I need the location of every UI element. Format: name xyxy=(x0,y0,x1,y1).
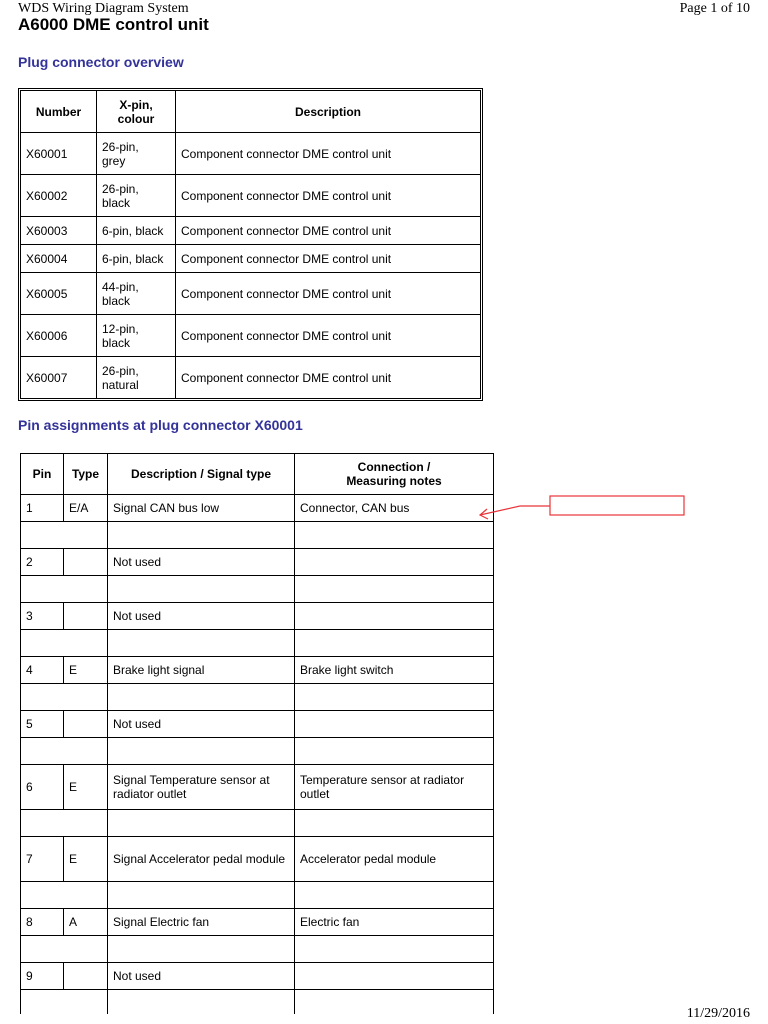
connector-pin-colour: 26-pin, natural xyxy=(97,357,176,399)
spacer-cell xyxy=(108,810,295,837)
print-date: 11/29/2016 xyxy=(686,1006,750,1021)
connector-description: Component connector DME control unit xyxy=(176,273,481,315)
table-row xyxy=(21,603,494,630)
connector-number: X60007 xyxy=(21,357,97,399)
pin-assignments-heading: Pin assignments at plug connector X60001 xyxy=(18,417,303,433)
pin-type: E xyxy=(64,837,108,882)
spacer-cell xyxy=(108,684,295,711)
connector-description: Component connector DME control unit xyxy=(176,175,481,217)
connector-description: Component connector DME control unit xyxy=(176,217,481,245)
overview-heading: Plug connector overview xyxy=(18,54,184,70)
connector-description: Component connector DME control unit xyxy=(176,315,481,357)
connector-number: X60002 xyxy=(21,175,97,217)
pin-connection: Temperature sensor at radiator outlet xyxy=(295,765,494,810)
spacer-cell xyxy=(295,576,494,603)
pin-assignment-table xyxy=(20,453,494,1014)
table-row xyxy=(21,357,481,399)
connector-number: X60006 xyxy=(21,315,97,357)
pin-type: E xyxy=(64,765,108,810)
spacer-cell xyxy=(295,936,494,963)
pin-signal: Signal Electric fan xyxy=(108,909,295,936)
spacer-cell xyxy=(108,936,295,963)
pin-connection xyxy=(295,603,494,630)
spacer-row xyxy=(21,936,494,963)
connector-pin-colour: 44-pin, black xyxy=(97,273,176,315)
table-row xyxy=(21,711,494,738)
spacer-cell xyxy=(21,684,108,711)
column-header-connection: Connection / Measuring notes xyxy=(295,454,494,495)
pin-signal: Signal Accelerator pedal module xyxy=(108,837,295,882)
column-header-number: Number xyxy=(21,91,97,133)
pin-connection xyxy=(295,711,494,738)
pin-type xyxy=(64,711,108,738)
pin-type: E xyxy=(64,657,108,684)
spacer-cell xyxy=(295,990,494,1014)
pin-number: 2 xyxy=(21,549,64,576)
spacer-row xyxy=(21,684,494,711)
pin-number: 6 xyxy=(21,765,64,810)
spacer-cell xyxy=(295,738,494,765)
annotation-box xyxy=(550,496,684,515)
table-row xyxy=(21,133,481,175)
pin-number: 4 xyxy=(21,657,64,684)
spacer-row xyxy=(21,990,494,1014)
table-row xyxy=(21,963,494,990)
pin-signal: Not used xyxy=(108,711,295,738)
spacer-cell xyxy=(295,810,494,837)
pin-type: E/A xyxy=(64,495,108,522)
pin-signal: Brake light signal xyxy=(108,657,295,684)
connector-pin-colour: 26-pin, grey xyxy=(97,133,176,175)
column-header-signal: Description / Signal type xyxy=(108,454,295,495)
column-header-xpin: X-pin, colour xyxy=(97,91,176,133)
document-title: A6000 DME control unit xyxy=(18,15,209,34)
pin-signal: Signal CAN bus low xyxy=(108,495,295,522)
table-row xyxy=(21,765,494,810)
spacer-cell xyxy=(21,936,108,963)
spacer-cell xyxy=(21,738,108,765)
pin-type xyxy=(64,603,108,630)
table-row xyxy=(21,837,494,882)
spacer-cell xyxy=(21,522,108,549)
pin-signal: Not used xyxy=(108,963,295,990)
spacer-row xyxy=(21,576,494,603)
column-header-pin: Pin xyxy=(21,454,64,495)
connector-pin-colour: 6-pin, black xyxy=(97,245,176,273)
connector-pin-colour: 6-pin, black xyxy=(97,217,176,245)
pin-number: 7 xyxy=(21,837,64,882)
table-row xyxy=(21,273,481,315)
table-row xyxy=(21,175,481,217)
spacer-cell xyxy=(108,882,295,909)
pin-type xyxy=(64,963,108,990)
pin-number: 3 xyxy=(21,603,64,630)
connector-number: X60001 xyxy=(21,133,97,175)
table-row xyxy=(21,315,481,357)
connector-number: X60003 xyxy=(21,217,97,245)
spacer-cell xyxy=(108,576,295,603)
pin-connection: Accelerator pedal module xyxy=(295,837,494,882)
connector-description: Component connector DME control unit xyxy=(176,245,481,273)
spacer-cell xyxy=(295,522,494,549)
connector-description: Component connector DME control unit xyxy=(176,133,481,175)
pin-number: 1 xyxy=(21,495,64,522)
pin-connection xyxy=(295,963,494,990)
spacer-cell xyxy=(108,630,295,657)
page-number: Page 1 of 10 xyxy=(679,1,750,16)
table-row xyxy=(21,909,494,936)
table-row xyxy=(21,245,481,273)
column-header-type: Type xyxy=(64,454,108,495)
spacer-row xyxy=(21,810,494,837)
pin-number: 9 xyxy=(21,963,64,990)
pin-connection xyxy=(295,549,494,576)
pin-signal: Not used xyxy=(108,549,295,576)
connector-description: Component connector DME control unit xyxy=(176,357,481,399)
table-header-row xyxy=(21,454,494,495)
table-row xyxy=(21,495,494,522)
pin-connection: Brake light switch xyxy=(295,657,494,684)
spacer-cell xyxy=(295,630,494,657)
spacer-cell xyxy=(108,738,295,765)
spacer-row xyxy=(21,630,494,657)
connector-number: X60004 xyxy=(21,245,97,273)
spacer-row xyxy=(21,882,494,909)
spacer-cell xyxy=(21,882,108,909)
spacer-row xyxy=(21,738,494,765)
spacer-row xyxy=(21,522,494,549)
spacer-cell xyxy=(108,990,295,1014)
pin-connection: Connector, CAN bus xyxy=(295,495,494,522)
table-header-row xyxy=(21,91,481,133)
spacer-cell xyxy=(21,630,108,657)
table-row xyxy=(21,657,494,684)
table-row xyxy=(21,217,481,245)
pin-connection: Electric fan xyxy=(295,909,494,936)
pin-signal: Signal Temperature sensor at radiator outlet xyxy=(108,765,295,810)
connector-overview-table xyxy=(20,90,481,399)
spacer-cell xyxy=(21,990,108,1014)
connector-pin-colour: 26-pin, black xyxy=(97,175,176,217)
pin-signal: Not used xyxy=(108,603,295,630)
spacer-cell xyxy=(21,576,108,603)
pin-type: A xyxy=(64,909,108,936)
spacer-cell xyxy=(295,684,494,711)
connector-number: X60005 xyxy=(21,273,97,315)
pin-number: 5 xyxy=(21,711,64,738)
spacer-cell xyxy=(295,882,494,909)
pin-type xyxy=(64,549,108,576)
connector-pin-colour: 12-pin, black xyxy=(97,315,176,357)
pin-number: 8 xyxy=(21,909,64,936)
spacer-cell xyxy=(21,810,108,837)
table-row xyxy=(21,549,494,576)
column-header-description: Description xyxy=(176,91,481,133)
system-name: WDS Wiring Diagram System xyxy=(18,1,189,16)
spacer-cell xyxy=(108,522,295,549)
